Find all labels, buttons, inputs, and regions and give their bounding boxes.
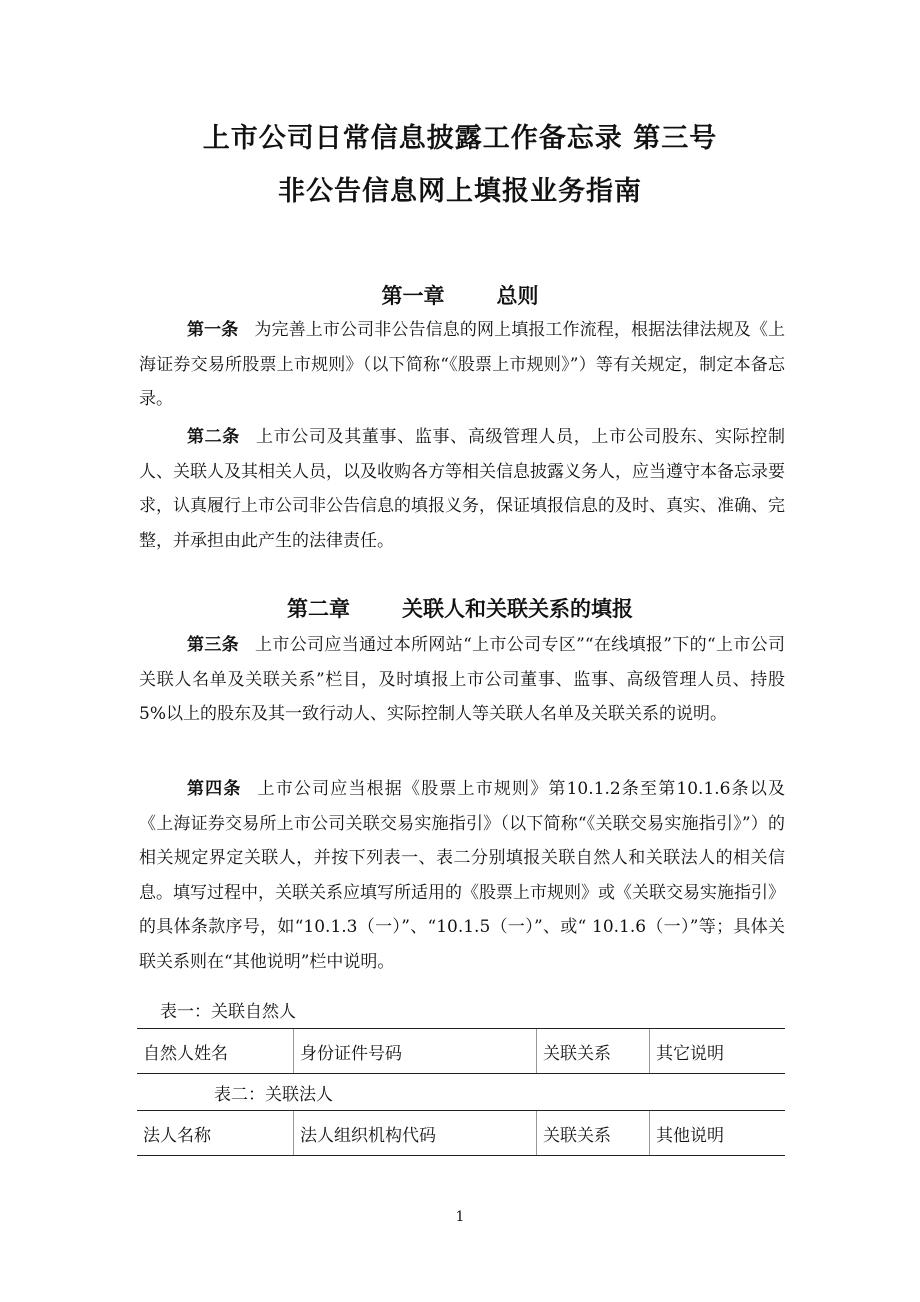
document-title-line1: 上市公司日常信息披露工作备忘录 第三号 bbox=[202, 123, 718, 154]
chapter2-name: 关联人和关联关系的填报 bbox=[402, 597, 633, 621]
table1-header-cell: 关联关系 bbox=[537, 1029, 650, 1074]
article-4 bbox=[139, 772, 785, 979]
chapter2-number: 第二章 bbox=[287, 597, 350, 621]
article-3-label: 第三条 bbox=[187, 635, 240, 655]
table1-header-cell: 其它说明 bbox=[650, 1029, 786, 1074]
table-row bbox=[137, 1111, 785, 1156]
table-row bbox=[137, 1029, 785, 1074]
chapter2-heading bbox=[0, 593, 920, 623]
article-2 bbox=[139, 420, 785, 558]
article-1-label: 第一条 bbox=[187, 320, 239, 340]
article-4-label: 第四条 bbox=[187, 779, 242, 799]
table2-related-legal-persons bbox=[137, 1110, 785, 1156]
table2-caption: 表二：关联法人 bbox=[214, 1085, 333, 1105]
table1-caption: 表一：关联自然人 bbox=[160, 1002, 296, 1022]
chapter1-number: 第一章 bbox=[381, 284, 445, 308]
table2-header-cell: 法人名称 bbox=[137, 1111, 294, 1156]
article-3-text: 上市公司应当通过本所网站“上市公司专区”“在线填报”下的“上市公司关联人名单及关联关系”栏目，及时填报上市公司董事、监事、高级管理人员、持股5%以上的股东及其一致行动人、实际控制人等关联人名单及关联关系的说明。 bbox=[139, 635, 785, 724]
table2-header-cell: 关联关系 bbox=[537, 1111, 650, 1156]
article-2-label: 第二条 bbox=[187, 427, 240, 447]
page-number: 1 bbox=[455, 1209, 465, 1225]
table1-header-cell: 身份证件号码 bbox=[294, 1029, 537, 1074]
table1-related-natural-persons bbox=[137, 1028, 785, 1074]
article-3 bbox=[139, 628, 785, 732]
document-title-line2: 非公告信息网上填报业务指南 bbox=[278, 176, 642, 207]
article-1 bbox=[139, 313, 785, 417]
table2-header-cell: 其他说明 bbox=[650, 1111, 786, 1156]
article-2-text: 上市公司及其董事、监事、高级管理人员，上市公司股东、实际控制人、关联人及其相关人员，以及收购各方等相关信息披露义务人，应当遵守本备忘录要求，认真履行上市公司非公告信息的填报义务，保证填报信息的及时、真实、准确、完整，并承担由此产生的法律责任。 bbox=[139, 427, 785, 551]
table1-header-cell: 自然人姓名 bbox=[137, 1029, 294, 1074]
chapter1-heading bbox=[0, 280, 920, 310]
table2-header-cell: 法人组织机构代码 bbox=[294, 1111, 537, 1156]
article-1-text: 为完善上市公司非公告信息的网上填报工作流程，根据法律法规及《上海证券交易所股票上市规则》（以下简称“《股票上市规则》”）等有关规定，制定本备忘录。 bbox=[139, 320, 786, 409]
article-4-text: 上市公司应当根据《股票上市规则》第10.1.2条至第10.1.6条以及《上海证券交易所上市公司关联交易实施指引》（以下简称“《关联交易实施指引》”）的相关规定界定关联人，并按下列表一、表二分别填报关联自然人和关联法人的相关信息。填写过程中，关联关系应填写所适用的《股票上市规则》或《关联交易实施指引》的具体条款序号，如“10.1.3（一）”、“10.1.5（一）”、或“ 10.1.6（一）”等；具体关联关系则在“其他说明”栏中说明。 bbox=[139, 779, 785, 972]
chapter1-name: 总则 bbox=[496, 284, 539, 308]
